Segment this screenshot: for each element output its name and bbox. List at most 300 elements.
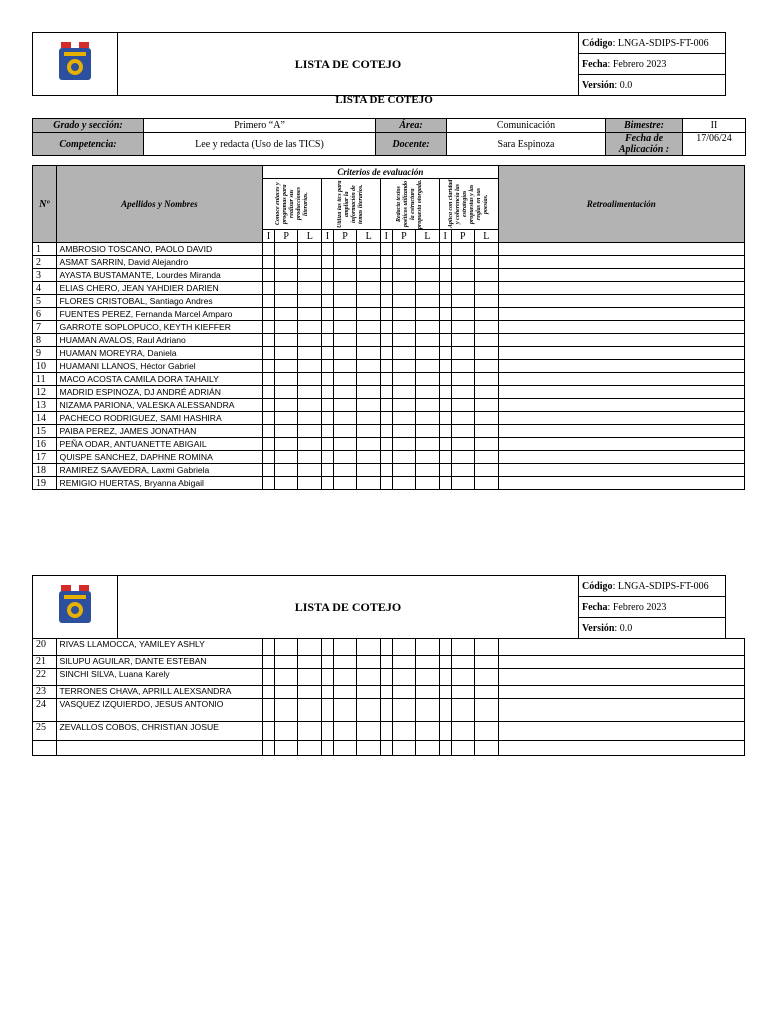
score-cell[interactable] xyxy=(298,399,322,412)
score-cell[interactable] xyxy=(274,464,298,477)
score-cell[interactable] xyxy=(439,360,451,373)
score-cell[interactable] xyxy=(274,295,298,308)
score-cell[interactable] xyxy=(416,639,440,656)
score-cell[interactable] xyxy=(333,334,357,347)
score-cell[interactable] xyxy=(451,699,475,722)
score-cell[interactable] xyxy=(475,464,499,477)
score-cell[interactable] xyxy=(357,722,381,741)
score-cell[interactable] xyxy=(380,334,392,347)
score-cell[interactable] xyxy=(380,373,392,386)
score-cell[interactable] xyxy=(380,282,392,295)
feedback-cell[interactable] xyxy=(498,656,744,669)
score-cell[interactable] xyxy=(451,282,475,295)
score-cell[interactable] xyxy=(475,386,499,399)
score-cell[interactable] xyxy=(333,741,357,756)
score-cell[interactable] xyxy=(439,669,451,686)
score-cell[interactable] xyxy=(392,360,416,373)
score-cell[interactable] xyxy=(380,741,392,756)
score-cell[interactable] xyxy=(416,373,440,386)
feedback-cell[interactable] xyxy=(498,669,744,686)
score-cell[interactable] xyxy=(416,451,440,464)
score-cell[interactable] xyxy=(322,477,334,490)
score-cell[interactable] xyxy=(380,308,392,321)
score-cell[interactable] xyxy=(392,269,416,282)
score-cell[interactable] xyxy=(475,656,499,669)
score-cell[interactable] xyxy=(298,656,322,669)
score-cell[interactable] xyxy=(416,269,440,282)
score-cell[interactable] xyxy=(380,699,392,722)
score-cell[interactable] xyxy=(451,669,475,686)
score-cell[interactable] xyxy=(357,269,381,282)
score-cell[interactable] xyxy=(298,308,322,321)
score-cell[interactable] xyxy=(392,282,416,295)
score-cell[interactable] xyxy=(475,412,499,425)
score-cell[interactable] xyxy=(392,699,416,722)
score-cell[interactable] xyxy=(392,412,416,425)
score-cell[interactable] xyxy=(380,722,392,741)
score-cell[interactable] xyxy=(392,438,416,451)
score-cell[interactable] xyxy=(475,347,499,360)
score-cell[interactable] xyxy=(357,425,381,438)
score-cell[interactable] xyxy=(263,699,275,722)
score-cell[interactable] xyxy=(357,334,381,347)
score-cell[interactable] xyxy=(380,399,392,412)
score-cell[interactable] xyxy=(439,464,451,477)
score-cell[interactable] xyxy=(439,321,451,334)
feedback-cell[interactable] xyxy=(498,256,744,269)
score-cell[interactable] xyxy=(439,451,451,464)
score-cell[interactable] xyxy=(298,334,322,347)
score-cell[interactable] xyxy=(357,669,381,686)
score-cell[interactable] xyxy=(333,425,357,438)
score-cell[interactable] xyxy=(274,669,298,686)
score-cell[interactable] xyxy=(392,399,416,412)
score-cell[interactable] xyxy=(263,669,275,686)
score-cell[interactable] xyxy=(392,256,416,269)
score-cell[interactable] xyxy=(451,438,475,451)
score-cell[interactable] xyxy=(475,269,499,282)
score-cell[interactable] xyxy=(451,399,475,412)
score-cell[interactable] xyxy=(274,477,298,490)
score-cell[interactable] xyxy=(380,321,392,334)
score-cell[interactable] xyxy=(274,656,298,669)
score-cell[interactable] xyxy=(322,295,334,308)
score-cell[interactable] xyxy=(380,477,392,490)
score-cell[interactable] xyxy=(322,334,334,347)
score-cell[interactable] xyxy=(357,639,381,656)
feedback-cell[interactable] xyxy=(498,639,744,656)
score-cell[interactable] xyxy=(333,438,357,451)
score-cell[interactable] xyxy=(322,360,334,373)
score-cell[interactable] xyxy=(298,477,322,490)
score-cell[interactable] xyxy=(322,464,334,477)
score-cell[interactable] xyxy=(274,438,298,451)
score-cell[interactable] xyxy=(333,656,357,669)
score-cell[interactable] xyxy=(451,425,475,438)
score-cell[interactable] xyxy=(392,373,416,386)
score-cell[interactable] xyxy=(263,386,275,399)
score-cell[interactable] xyxy=(439,295,451,308)
score-cell[interactable] xyxy=(274,256,298,269)
score-cell[interactable] xyxy=(475,373,499,386)
score-cell[interactable] xyxy=(274,399,298,412)
score-cell[interactable] xyxy=(333,451,357,464)
score-cell[interactable] xyxy=(475,256,499,269)
score-cell[interactable] xyxy=(357,321,381,334)
score-cell[interactable] xyxy=(416,425,440,438)
score-cell[interactable] xyxy=(357,464,381,477)
feedback-cell[interactable] xyxy=(498,399,744,412)
feedback-cell[interactable] xyxy=(498,425,744,438)
score-cell[interactable] xyxy=(451,373,475,386)
score-cell[interactable] xyxy=(380,295,392,308)
score-cell[interactable] xyxy=(274,451,298,464)
score-cell[interactable] xyxy=(475,741,499,756)
score-cell[interactable] xyxy=(322,373,334,386)
score-cell[interactable] xyxy=(274,269,298,282)
score-cell[interactable] xyxy=(357,656,381,669)
score-cell[interactable] xyxy=(298,686,322,699)
score-cell[interactable] xyxy=(333,722,357,741)
score-cell[interactable] xyxy=(274,347,298,360)
score-cell[interactable] xyxy=(416,347,440,360)
score-cell[interactable] xyxy=(333,399,357,412)
feedback-cell[interactable] xyxy=(498,373,744,386)
score-cell[interactable] xyxy=(357,347,381,360)
score-cell[interactable] xyxy=(392,295,416,308)
score-cell[interactable] xyxy=(263,256,275,269)
score-cell[interactable] xyxy=(439,243,451,256)
score-cell[interactable] xyxy=(333,360,357,373)
score-cell[interactable] xyxy=(263,412,275,425)
score-cell[interactable] xyxy=(322,741,334,756)
score-cell[interactable] xyxy=(322,639,334,656)
score-cell[interactable] xyxy=(298,451,322,464)
score-cell[interactable] xyxy=(392,741,416,756)
feedback-cell[interactable] xyxy=(498,722,744,741)
score-cell[interactable] xyxy=(475,425,499,438)
score-cell[interactable] xyxy=(298,699,322,722)
score-cell[interactable] xyxy=(298,386,322,399)
score-cell[interactable] xyxy=(274,308,298,321)
score-cell[interactable] xyxy=(451,269,475,282)
score-cell[interactable] xyxy=(357,477,381,490)
score-cell[interactable] xyxy=(475,451,499,464)
score-cell[interactable] xyxy=(357,308,381,321)
score-cell[interactable] xyxy=(263,451,275,464)
score-cell[interactable] xyxy=(475,699,499,722)
score-cell[interactable] xyxy=(416,321,440,334)
score-cell[interactable] xyxy=(392,639,416,656)
score-cell[interactable] xyxy=(298,360,322,373)
score-cell[interactable] xyxy=(357,699,381,722)
score-cell[interactable] xyxy=(322,256,334,269)
score-cell[interactable] xyxy=(322,669,334,686)
score-cell[interactable] xyxy=(416,308,440,321)
score-cell[interactable] xyxy=(298,722,322,741)
score-cell[interactable] xyxy=(274,722,298,741)
score-cell[interactable] xyxy=(298,412,322,425)
score-cell[interactable] xyxy=(357,295,381,308)
score-cell[interactable] xyxy=(392,477,416,490)
score-cell[interactable] xyxy=(298,438,322,451)
score-cell[interactable] xyxy=(357,399,381,412)
score-cell[interactable] xyxy=(392,464,416,477)
feedback-cell[interactable] xyxy=(498,334,744,347)
score-cell[interactable] xyxy=(451,308,475,321)
score-cell[interactable] xyxy=(274,373,298,386)
score-cell[interactable] xyxy=(263,243,275,256)
score-cell[interactable] xyxy=(274,686,298,699)
score-cell[interactable] xyxy=(416,464,440,477)
score-cell[interactable] xyxy=(439,399,451,412)
score-cell[interactable] xyxy=(475,321,499,334)
score-cell[interactable] xyxy=(322,451,334,464)
feedback-cell[interactable] xyxy=(498,347,744,360)
score-cell[interactable] xyxy=(333,669,357,686)
score-cell[interactable] xyxy=(263,347,275,360)
score-cell[interactable] xyxy=(439,386,451,399)
score-cell[interactable] xyxy=(322,438,334,451)
score-cell[interactable] xyxy=(380,243,392,256)
score-cell[interactable] xyxy=(333,269,357,282)
score-cell[interactable] xyxy=(357,373,381,386)
score-cell[interactable] xyxy=(439,639,451,656)
score-cell[interactable] xyxy=(322,412,334,425)
score-cell[interactable] xyxy=(439,347,451,360)
score-cell[interactable] xyxy=(392,321,416,334)
score-cell[interactable] xyxy=(416,477,440,490)
score-cell[interactable] xyxy=(416,399,440,412)
score-cell[interactable] xyxy=(439,373,451,386)
score-cell[interactable] xyxy=(392,425,416,438)
score-cell[interactable] xyxy=(451,334,475,347)
score-cell[interactable] xyxy=(322,386,334,399)
score-cell[interactable] xyxy=(416,656,440,669)
score-cell[interactable] xyxy=(439,686,451,699)
score-cell[interactable] xyxy=(333,386,357,399)
score-cell[interactable] xyxy=(416,722,440,741)
score-cell[interactable] xyxy=(439,656,451,669)
score-cell[interactable] xyxy=(392,347,416,360)
score-cell[interactable] xyxy=(263,399,275,412)
feedback-cell[interactable] xyxy=(498,451,744,464)
score-cell[interactable] xyxy=(263,321,275,334)
score-cell[interactable] xyxy=(451,741,475,756)
score-cell[interactable] xyxy=(263,741,275,756)
score-cell[interactable] xyxy=(451,722,475,741)
score-cell[interactable] xyxy=(380,686,392,699)
score-cell[interactable] xyxy=(357,282,381,295)
score-cell[interactable] xyxy=(357,360,381,373)
score-cell[interactable] xyxy=(380,347,392,360)
score-cell[interactable] xyxy=(333,243,357,256)
score-cell[interactable] xyxy=(380,386,392,399)
score-cell[interactable] xyxy=(333,321,357,334)
score-cell[interactable] xyxy=(451,639,475,656)
score-cell[interactable] xyxy=(439,741,451,756)
feedback-cell[interactable] xyxy=(498,360,744,373)
score-cell[interactable] xyxy=(298,321,322,334)
score-cell[interactable] xyxy=(357,451,381,464)
score-cell[interactable] xyxy=(263,464,275,477)
score-cell[interactable] xyxy=(333,464,357,477)
score-cell[interactable] xyxy=(392,334,416,347)
score-cell[interactable] xyxy=(357,243,381,256)
score-cell[interactable] xyxy=(263,686,275,699)
feedback-cell[interactable] xyxy=(498,243,744,256)
score-cell[interactable] xyxy=(322,347,334,360)
score-cell[interactable] xyxy=(392,386,416,399)
score-cell[interactable] xyxy=(439,269,451,282)
feedback-cell[interactable] xyxy=(498,269,744,282)
score-cell[interactable] xyxy=(274,699,298,722)
score-cell[interactable] xyxy=(333,412,357,425)
score-cell[interactable] xyxy=(263,373,275,386)
score-cell[interactable] xyxy=(451,686,475,699)
score-cell[interactable] xyxy=(392,451,416,464)
score-cell[interactable] xyxy=(416,282,440,295)
score-cell[interactable] xyxy=(475,686,499,699)
score-cell[interactable] xyxy=(322,269,334,282)
score-cell[interactable] xyxy=(475,669,499,686)
score-cell[interactable] xyxy=(263,282,275,295)
score-cell[interactable] xyxy=(451,477,475,490)
score-cell[interactable] xyxy=(298,425,322,438)
score-cell[interactable] xyxy=(451,321,475,334)
feedback-cell[interactable] xyxy=(498,386,744,399)
score-cell[interactable] xyxy=(380,639,392,656)
score-cell[interactable] xyxy=(263,360,275,373)
score-cell[interactable] xyxy=(333,699,357,722)
score-cell[interactable] xyxy=(274,386,298,399)
score-cell[interactable] xyxy=(416,334,440,347)
score-cell[interactable] xyxy=(263,295,275,308)
score-cell[interactable] xyxy=(380,438,392,451)
score-cell[interactable] xyxy=(274,334,298,347)
score-cell[interactable] xyxy=(392,656,416,669)
score-cell[interactable] xyxy=(451,451,475,464)
score-cell[interactable] xyxy=(322,686,334,699)
score-cell[interactable] xyxy=(475,282,499,295)
score-cell[interactable] xyxy=(475,334,499,347)
score-cell[interactable] xyxy=(439,334,451,347)
score-cell[interactable] xyxy=(333,295,357,308)
feedback-cell[interactable] xyxy=(498,699,744,722)
score-cell[interactable] xyxy=(298,669,322,686)
score-cell[interactable] xyxy=(392,243,416,256)
score-cell[interactable] xyxy=(451,347,475,360)
score-cell[interactable] xyxy=(263,722,275,741)
score-cell[interactable] xyxy=(263,269,275,282)
score-cell[interactable] xyxy=(451,412,475,425)
score-cell[interactable] xyxy=(416,360,440,373)
score-cell[interactable] xyxy=(451,656,475,669)
feedback-cell[interactable] xyxy=(498,282,744,295)
score-cell[interactable] xyxy=(475,438,499,451)
score-cell[interactable] xyxy=(380,412,392,425)
score-cell[interactable] xyxy=(380,464,392,477)
score-cell[interactable] xyxy=(274,282,298,295)
score-cell[interactable] xyxy=(274,741,298,756)
score-cell[interactable] xyxy=(416,295,440,308)
score-cell[interactable] xyxy=(439,722,451,741)
feedback-cell[interactable] xyxy=(498,686,744,699)
score-cell[interactable] xyxy=(298,256,322,269)
feedback-cell[interactable] xyxy=(498,308,744,321)
score-cell[interactable] xyxy=(263,438,275,451)
feedback-cell[interactable] xyxy=(498,438,744,451)
score-cell[interactable] xyxy=(322,399,334,412)
score-cell[interactable] xyxy=(333,256,357,269)
feedback-cell[interactable] xyxy=(498,741,744,756)
score-cell[interactable] xyxy=(416,386,440,399)
score-cell[interactable] xyxy=(451,464,475,477)
score-cell[interactable] xyxy=(475,308,499,321)
score-cell[interactable] xyxy=(274,425,298,438)
score-cell[interactable] xyxy=(380,269,392,282)
score-cell[interactable] xyxy=(416,686,440,699)
score-cell[interactable] xyxy=(298,243,322,256)
score-cell[interactable] xyxy=(380,360,392,373)
score-cell[interactable] xyxy=(416,412,440,425)
score-cell[interactable] xyxy=(416,741,440,756)
score-cell[interactable] xyxy=(475,295,499,308)
score-cell[interactable] xyxy=(322,282,334,295)
score-cell[interactable] xyxy=(451,386,475,399)
feedback-cell[interactable] xyxy=(498,412,744,425)
feedback-cell[interactable] xyxy=(498,464,744,477)
score-cell[interactable] xyxy=(439,425,451,438)
score-cell[interactable] xyxy=(475,360,499,373)
score-cell[interactable] xyxy=(274,243,298,256)
score-cell[interactable] xyxy=(333,347,357,360)
score-cell[interactable] xyxy=(439,438,451,451)
score-cell[interactable] xyxy=(298,295,322,308)
score-cell[interactable] xyxy=(263,656,275,669)
score-cell[interactable] xyxy=(439,256,451,269)
score-cell[interactable] xyxy=(322,722,334,741)
score-cell[interactable] xyxy=(475,722,499,741)
score-cell[interactable] xyxy=(298,373,322,386)
score-cell[interactable] xyxy=(298,639,322,656)
score-cell[interactable] xyxy=(416,438,440,451)
score-cell[interactable] xyxy=(263,425,275,438)
score-cell[interactable] xyxy=(298,347,322,360)
score-cell[interactable] xyxy=(322,699,334,722)
score-cell[interactable] xyxy=(298,464,322,477)
score-cell[interactable] xyxy=(392,308,416,321)
score-cell[interactable] xyxy=(451,256,475,269)
score-cell[interactable] xyxy=(298,741,322,756)
score-cell[interactable] xyxy=(322,308,334,321)
score-cell[interactable] xyxy=(263,639,275,656)
score-cell[interactable] xyxy=(416,256,440,269)
score-cell[interactable] xyxy=(439,282,451,295)
score-cell[interactable] xyxy=(298,269,322,282)
score-cell[interactable] xyxy=(475,639,499,656)
score-cell[interactable] xyxy=(392,686,416,699)
score-cell[interactable] xyxy=(333,686,357,699)
score-cell[interactable] xyxy=(475,477,499,490)
score-cell[interactable] xyxy=(357,412,381,425)
score-cell[interactable] xyxy=(380,669,392,686)
score-cell[interactable] xyxy=(416,243,440,256)
score-cell[interactable] xyxy=(263,334,275,347)
score-cell[interactable] xyxy=(451,295,475,308)
feedback-cell[interactable] xyxy=(498,477,744,490)
score-cell[interactable] xyxy=(451,360,475,373)
